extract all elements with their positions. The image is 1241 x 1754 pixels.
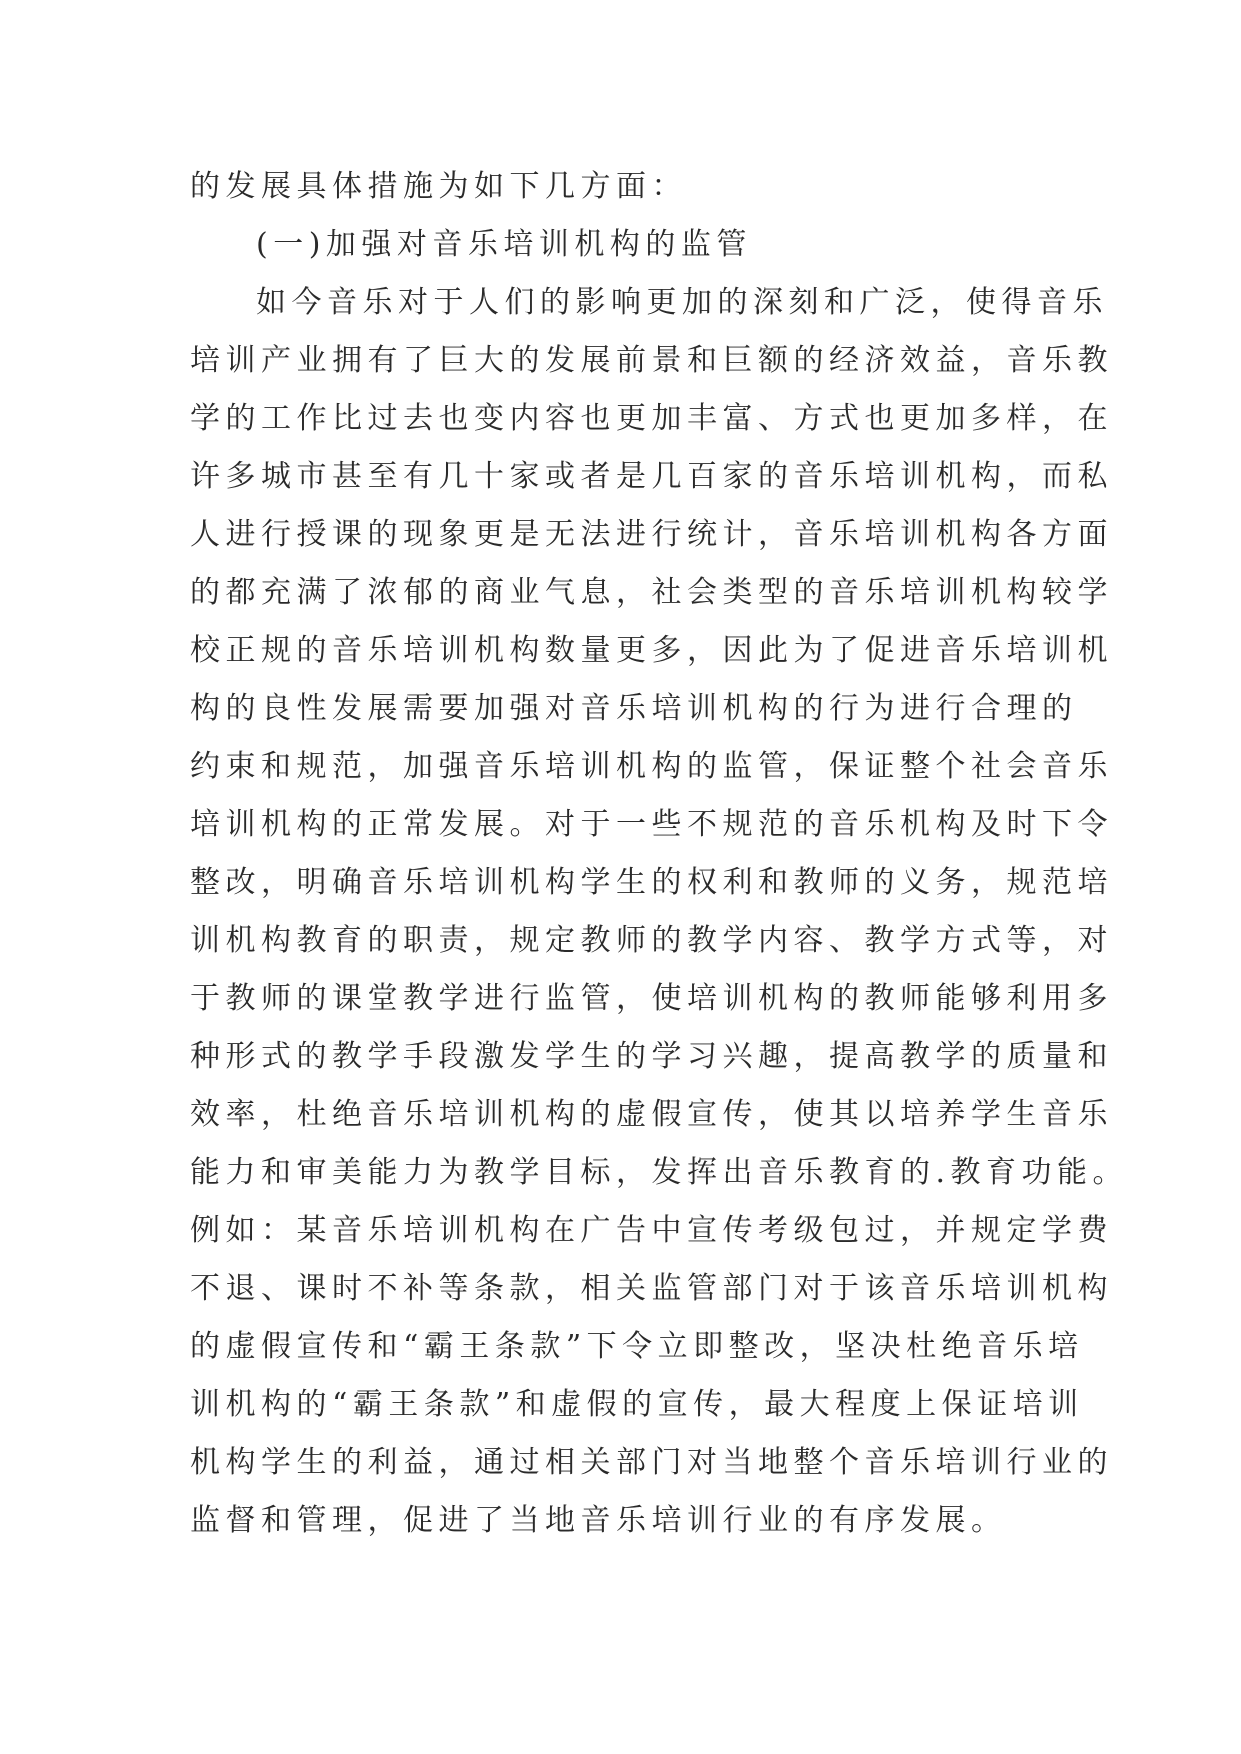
text-line: 效率，杜绝音乐培训机构的虚假宣传，使其以培养学生音乐 bbox=[190, 1097, 1113, 1132]
text-line: 训机构的“霸王条款”和虚假的宣传，最大程度上保证培训 bbox=[190, 1387, 1084, 1422]
text-line: 约束和规范，加强音乐培训机构的监管，保证整个社会音乐 bbox=[190, 749, 1113, 784]
text-line: 校正规的音乐培训机构数量更多，因此为了促进音乐培训机 bbox=[190, 633, 1113, 668]
text-line: 整改，明确音乐培训机构学生的权利和教师的义务，规范培 bbox=[190, 865, 1113, 900]
text-line: 能力和审美能力为教学目标，发挥出音乐教育的.教育功能。 bbox=[190, 1155, 1129, 1190]
text-line: 于教师的课堂教学进行监管，使培训机构的教师能够利用多 bbox=[190, 981, 1113, 1016]
text-line: 的都充满了浓郁的商业气息，社会类型的音乐培训机构较学 bbox=[190, 575, 1113, 610]
text-line: 训机构教育的职责，规定教师的教学内容、教学方式等，对 bbox=[190, 923, 1113, 958]
text-line: 不退、课时不补等条款，相关监管部门对于该音乐培训机构 bbox=[190, 1271, 1113, 1306]
body-text bbox=[190, 158, 1129, 1550]
text-line: 人进行授课的现象更是无法进行统计，音乐培训机构各方面 bbox=[190, 517, 1113, 552]
text-line: 的发展具体措施为如下几方面： bbox=[190, 169, 687, 204]
text-line: 监督和管理，促进了当地音乐培训行业的有序发展。 bbox=[190, 1503, 1007, 1538]
text-line: 构的良性发展需要加强对音乐培训机构的行为进行合理的 bbox=[190, 691, 1078, 726]
text-line: 例如：某音乐培训机构在广告中宣传考级包过，并规定学费 bbox=[190, 1213, 1113, 1248]
text-line: 许多城市甚至有几十家或者是几百家的音乐培训机构，而私 bbox=[190, 459, 1113, 494]
text-line: 培训机构的正常发展。对于一些不规范的音乐机构及时下令 bbox=[190, 807, 1113, 842]
text-line: 的虚假宣传和“霸王条款”下令立即整改，坚决杜绝音乐培 bbox=[190, 1329, 1084, 1364]
text-line: 机构学生的利益，通过相关部门对当地整个音乐培训行业的 bbox=[190, 1445, 1113, 1480]
text-line: 学的工作比过去也变内容也更加丰富、方式也更加多样，在 bbox=[190, 401, 1113, 436]
section-heading: (一)加强对音乐培训机构的监管 bbox=[256, 227, 752, 262]
text-line: 种形式的教学手段激发学生的学习兴趣，提高教学的质量和 bbox=[190, 1039, 1113, 1074]
text-line: 培训产业拥有了巨大的发展前景和巨额的经济效益，音乐教 bbox=[190, 343, 1113, 378]
paragraph-first-line: 如今音乐对于人们的影响更加的深刻和广泛，使得音乐 bbox=[256, 285, 1108, 320]
